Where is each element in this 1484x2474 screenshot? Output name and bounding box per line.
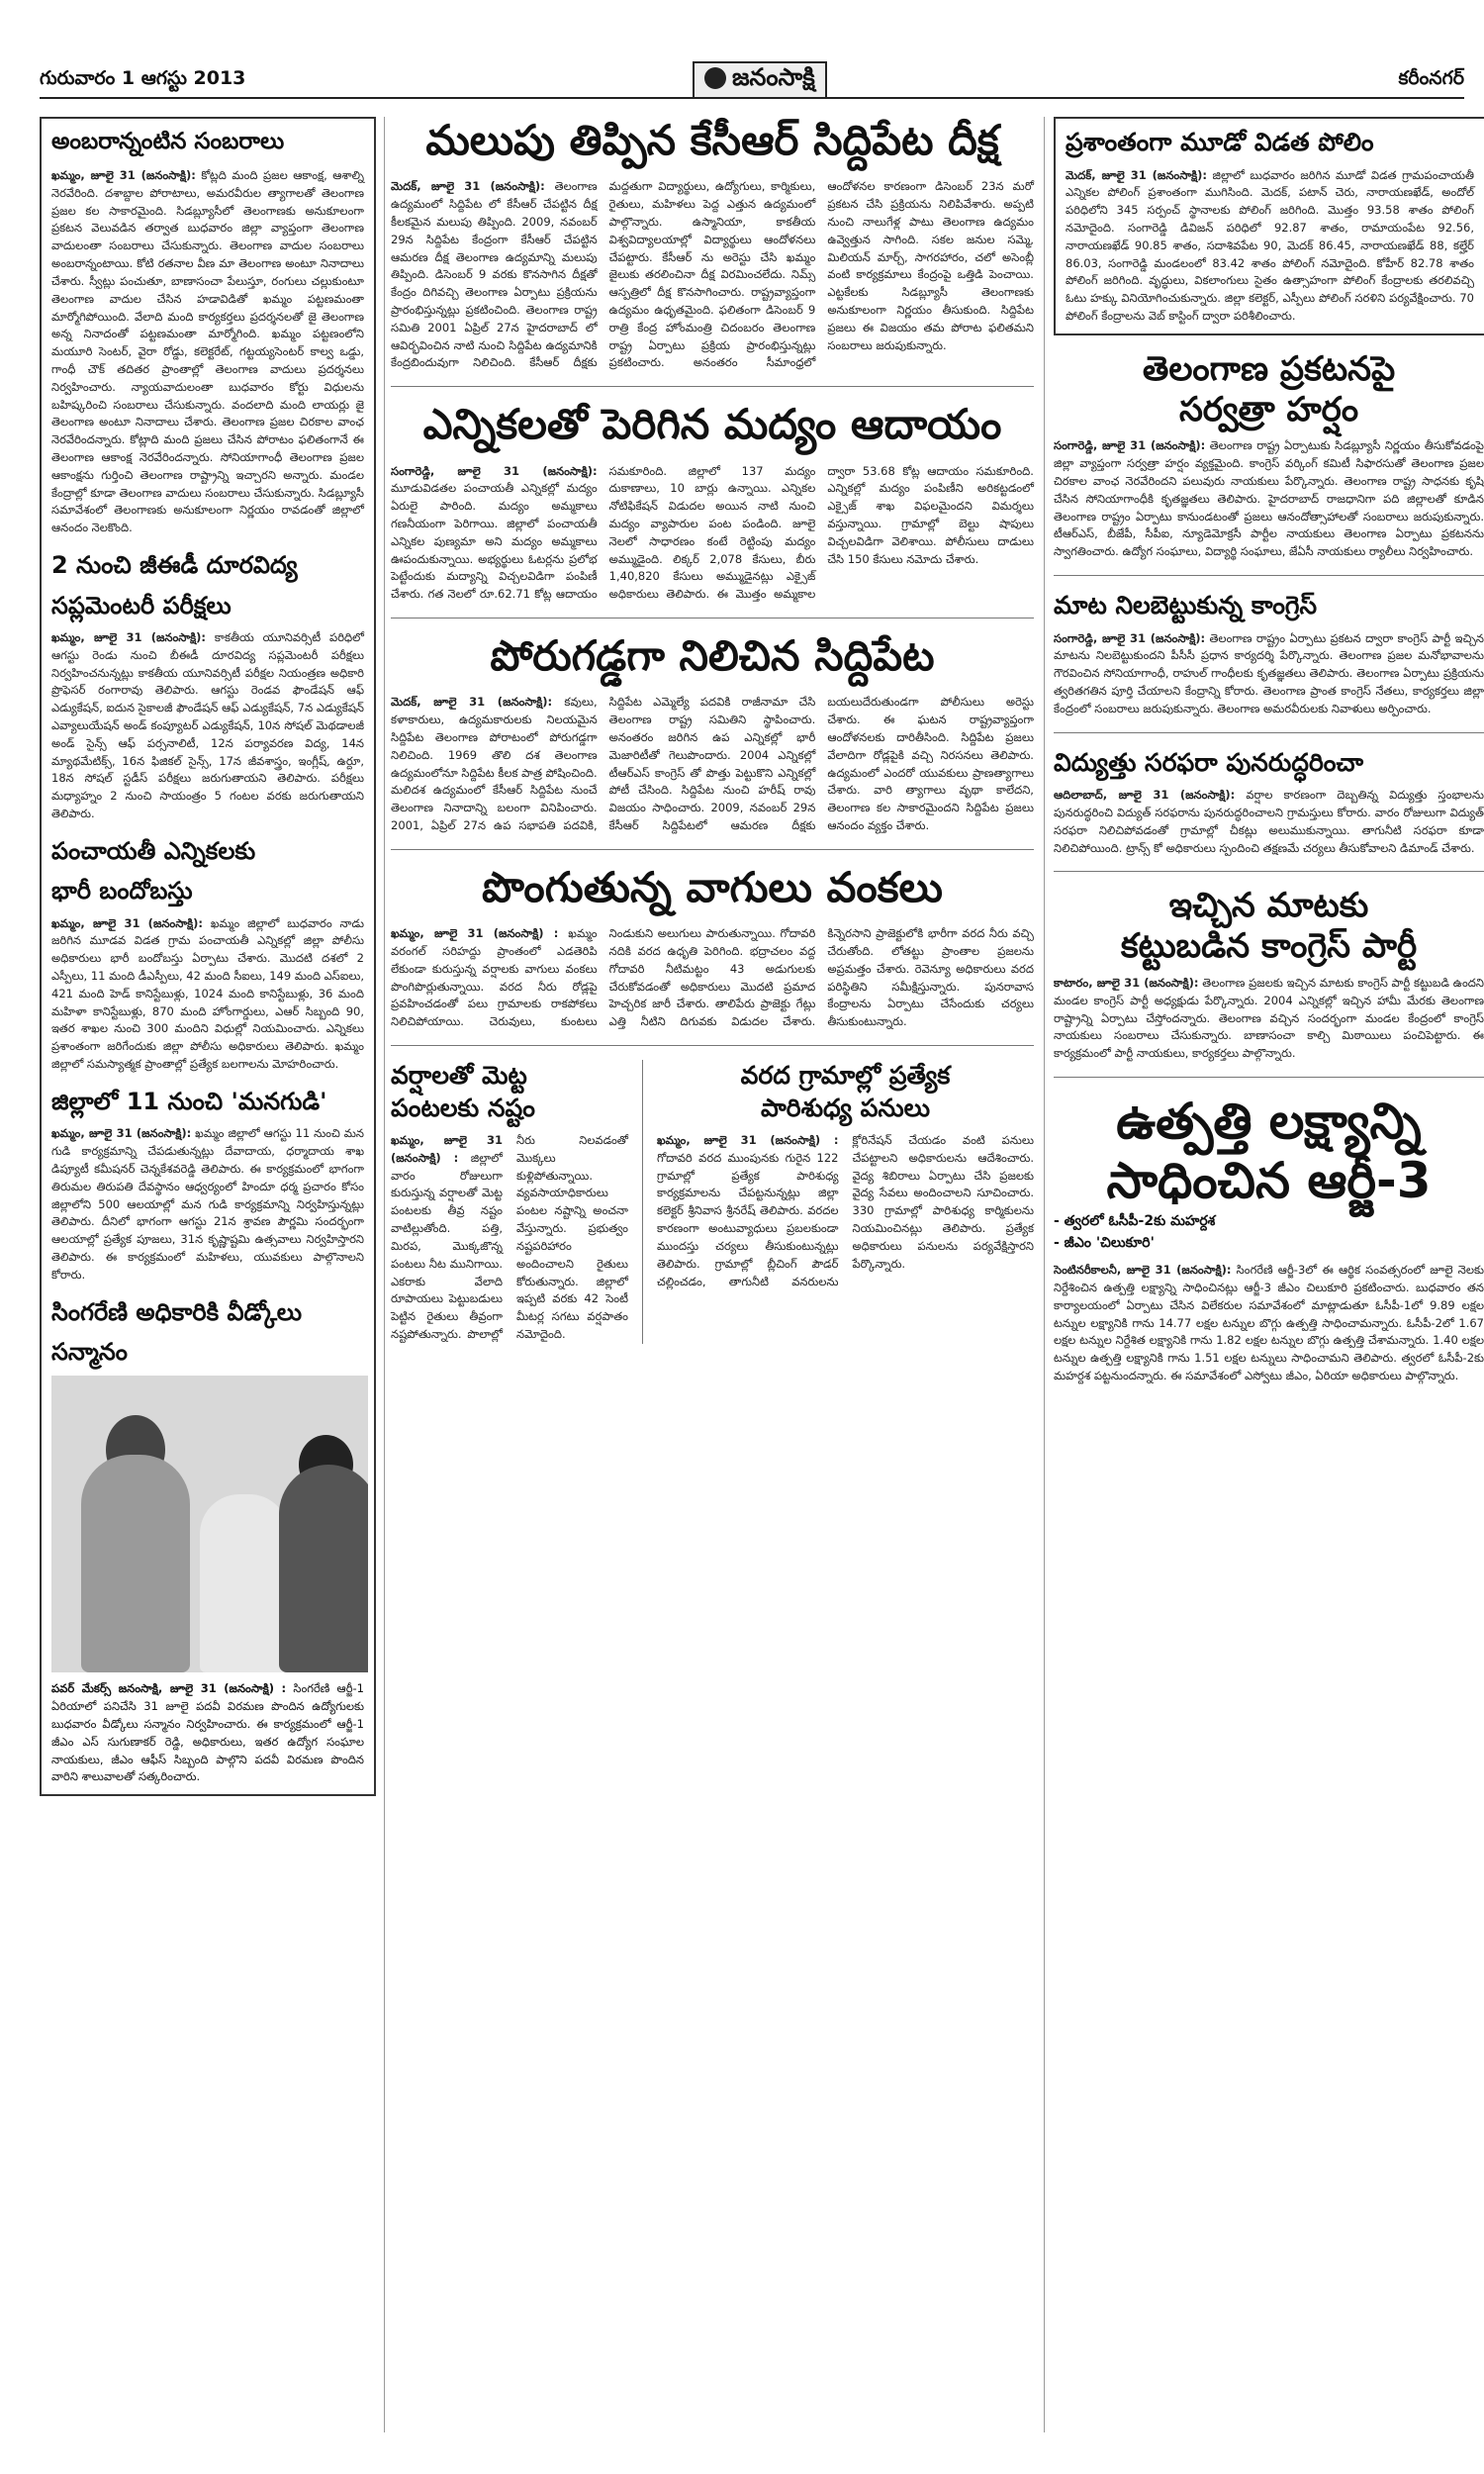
story-headline: సింగరేణి అధికారికి వీడ్కోలు xyxy=(51,1297,303,1326)
story-body: ఖమ్మం, జూలై 31 (జనంసాక్షి) : ఖమ్మం వరంగల్ సరిహద్దు ప్రాంతంలో ఎడతెరిపి లేకుండా కురుస్తున్న వర్షాలకు వాగులు వంకలు పొంగిపొర్లుతున్నాయి. వరద నీరు రోడ్లపై ప్రవహించడంతో పలు గ్రామాలకు రాకపోకలు నిలిచిపోయాయి. చెరువులు, కుంటలు నిండుకుని అలుగులు పారుతున్నాయి. గోదావరి నదికి వరద ఉధృతి పెరిగింది. భద్రాచలం వద్ద గోదావరి నీటిమట్టం 43 అడుగులకు చేరుకోవడంతో అధికారులు మొదటి ప్రమాద హెచ్చరిక జారీ చేశారు. తాలిపేరు ప్రాజెక్టు గేట్లు ఎత్తి నీటిని దిగువకు విడుదల చేశారు. కిన్నెరసాని ప్రాజెక్టులోకి భారీగా వరద నీరు వచ్చి చేరుతోంది. లోతట్టు ప్రాంతాల ప్రజలను అప్రమత్తం చేశారు. రెవెన్యూ అధికారులు వరద పరిస్థితిని సమీక్షిస్తున్నారు. పునరావాస కేంద్రాలను ఏర్పాటు చేసేందుకు చర్యలు తీసుకుంటున్నారు. xyxy=(391,926,1034,1029)
divider xyxy=(1054,871,1484,872)
story-headline-line2: సాధించిన ఆర్జీ-3 xyxy=(1106,1152,1432,1210)
story-headline-line2: కట్టుబడిన కాంగ్రెస్ పార్టీ xyxy=(1120,926,1418,967)
story-headline: 2 నుంచి జీఈడీ దూరవిద్య xyxy=(51,551,298,580)
story-headline: అంబరాన్నంటిన సంబరాలు xyxy=(51,129,285,154)
right-column xyxy=(1054,117,1484,2432)
story-headline: విద్యుత్తు సరఫరా పునరుద్ధరించా xyxy=(1054,747,1364,777)
masthead xyxy=(693,61,827,99)
divider xyxy=(1054,575,1484,576)
story-headline: పోరుగడ్డగా నిలిచిన సిద్దిపేట xyxy=(490,631,935,681)
issue-date: గురువారం 1 ఆగస్టు 2013 xyxy=(40,67,246,89)
masthead-title: జనంసాక్షి xyxy=(732,63,815,91)
story-body: ఖమ్మం, జూలై 31 (జనంసాక్షి): కోట్లది మంది ప్రజల ఆకాంక్ష, ఆశాల్ని నెరవేరింది. దశాబ్దాల పోరాటాలు, అమరవీరుల త్యాగాలతో తెలంగాణ ప్రజల కల సాకారమైంది. సిడబ్ల్యూసీలో తెలంగాణకు అనుకూలంగా ప్రకటన వెలువడిన తర్వాత బుధవారం జిల్లా వ్యాప్తంగా తెలంగాణ వాదులంతా సంబరాలు చేసుకున్నారు. తెలంగాణ వాదుల సంబరాలు అంబరాన్నంటాయి. కోటి రతనాల వీణ మా తెలంగాణ అంటూ నినాదాలు చేశారు. స్వీట్లు పంచుతూ, బాణాసంచా పేలుస్తూ, రంగులు చల్లుకుంటూ తెలంగాణ వాదుల చేసిన హడావిడితో ఖమ్మం పట్టణమంతా మార్మోగిపోయింది. వేలాది మంది కార్యకర్తలు ప్రదర్శనలతో జై తెలంగాణ అన్న నినాదంతో పట్టణమంతా మార్మోగింది. ఖమ్మం పట్టణంలోని మయూరి సెంటర్, వైరా రోడ్డు, కలెక్టరేట్, గట్టయ్యసెంటర్ కాల్వ ఒడ్డు, గాంధీ చౌక్ తదితర ప్రాంతాల్లో తెలంగాణ వాదులు ప్రదర్శనలు నిర్వహించారు. న్యాయవాదులంతా బుధవారం కోర్టు విధులను బహిష్కరించి సంబరాలు చేసుకున్నారు. వందలాది మంది లాయర్లు జై తెలంగాణ అంటూ నినాదాలు చేశారు. తెలంగాణ ప్రజల చిరకాల వాంఛ నెరవేరిందన్నారు. కోట్లాది మంది ప్రజలు చేసిన పోరాటం ఫలితంగానే ఈ తెలంగాణ ఆకాంక్ష నెరవేరిందన్నారు. సోనియాగాంధీ తెలంగాణ ప్రజల ఆకాంక్షను గుర్తించి తెలంగాణ రాష్ట్రాన్ని ఇచ్చారని అన్నారు. మండల కేంద్రాల్లో కూడా తెలంగాణ వాదులు సంబరాలు చేసుకున్నారు. సిడబ్ల్యూసీ సమావేశంలో తెలంగాణకు అనుకూలంగా నిర్ణయం రావడంతో జిల్లాలో ఆనందం నెలకొంది. xyxy=(51,168,364,535)
story-headline-line2: సర్వత్రా హర్షం xyxy=(1178,389,1359,429)
story-headline: పొంగుతున్న వాగులు వంకలు xyxy=(482,862,943,911)
story-headline-line2: పంటలకు నష్టం xyxy=(391,1093,535,1122)
story-body: ఖమ్మం, జూలై 31 (జనంసాక్షి): ఖమ్మం జిల్లాలో ఆగస్టు 11 నుంచి మన గుడి కార్యక్రమాన్ని చేపడుతున్నట్లు దేవాదాయ, ధర్మాదాయ శాఖ డిప్యూటీ కమీషనర్ చెన్నకేశవరెడ్డి తెలిపారు. ఈ కార్యక్రమంలో భాగంగా తిరుమల తిరుపతి దేవస్థానం ఆధ్వర్యంలో హిందూ ధర్మ ప్రచారం కోసం జిల్లాలోని 500 ఆలయాల్లో మన గుడి కార్యక్రమాన్ని నిర్వహిస్తున్నట్లు తెలిపారు. దీనిలో భాగంగా ఆగస్టు 21న శ్రావణ పౌర్ణమి సందర్భంగా ఆలయాల్లో ప్రత్యేక పూజలు, 31న కృష్ణాష్టమి ఉత్సవాలు నిర్వహిస్తారని తెలిపారు. ఈ కార్యక్రమంలో మహిళలు, యువకులు పాల్గొనాలని కోరారు. xyxy=(51,1126,365,1282)
story-body: ఆదిలాబాద్, జూలై 31 (జనంసాక్షి): వర్షాల కారణంగా దెబ్బతిన్న విద్యుత్తు స్తంభాలను పునరుద్ధరించి విద్యుత్ సరఫరాను పునరుద్ధరించాలని గ్రామస్తులు కోరారు. వారం రోజులుగా విద్యుత్ సరఫరా నిలిచిపోవడంతో గ్రామాల్లో చీకట్లు అలుముకున్నాయి. తాగునీటి సరఫరా కూడా నిలిచిపోయింది. ట్రాన్స్ కో అధికారులు స్పందించి తక్షణమే చర్యలు తీసుకోవాలని డిమాండ్ చేశారు. xyxy=(1054,788,1484,855)
masthead-logo-icon xyxy=(704,67,726,89)
story-body: మెదక్, జూలై 31 (జనంసాక్షి): తెలంగాణ ఉద్యమంలో సిద్దిపేట లో కేసీఆర్ చేపట్టిన దీక్ష కీలకమైన మలుపు తిప్పింది. 2009, నవంబర్ 29న సిద్దిపేట కేంద్రంగా కేసీఆర్ చేపట్టిన ఆమరణ దీక్ష తెలంగాణ ఉద్యమాన్ని మలుపు తిప్పింది. డిసెంబర్ 9 వరకు కొనసాగిన దీక్షతో కేంద్రం దిగివచ్చి తెలంగాణ ఏర్పాటు ప్రక్రియను ప్రారంభిస్తున్నట్లు ప్రకటించింది. తెలంగాణ రాష్ట్ర సమితి 2001 ఏప్రిల్ 27న హైదరాబాద్ లో ఆవిర్భవించిన నాటి నుంచి సిద్దిపేట ఉద్యమానికి కేంద్రబిందువుగా నిలిచింది. కేసీఆర్ దీక్షకు మద్దతుగా విద్యార్థులు, ఉద్యోగులు, కార్మికులు, రైతులు, మహిళలు పెద్ద ఎత్తున ఉద్యమంలో పాల్గొన్నారు. ఉస్మానియా, కాకతీయ విశ్వవిద్యాలయాల్లో విద్యార్థులు ఆందోళనలు చేపట్టారు. కేసీఆర్ ను అరెస్టు చేసి ఖమ్మం జైలుకు తరలించినా దీక్ష విరమించలేదు. నిమ్స్ ఆస్పత్రిలో దీక్ష కొనసాగించారు. రాష్ట్రవ్యాప్తంగా ఉద్యమం ఉధృతమైంది. ఫలితంగా డిసెంబర్ 9 రాత్రి కేంద్ర హోంమంత్రి చిదంబరం తెలంగాణ రాష్ట్ర ఏర్పాటు ప్రక్రియ ప్రారంభిస్తున్నట్లు ప్రకటించారు. అనంతరం సీమాంధ్రలో ఆందోళనల కారణంగా డిసెంబర్ 23న మరో ప్రకటన చేసి ప్రక్రియను నిలిపివేశారు. అప్పటి నుంచి నాలుగేళ్ల పాటు తెలంగాణ ఉద్యమం ఉవ్వెత్తున సాగింది. సకల జనుల సమ్మె, మిలియన్ మార్చ్, సాగరహారం, చలో అసెంబ్లీ వంటి కార్యక్రమాలు కేంద్రంపై ఒత్తిడి పెంచాయి. ఎట్టకేలకు సిడబ్ల్యూసీ తెలంగాణకు అనుకూలంగా నిర్ణయం తీసుకుంది. సిద్దిపేట ప్రజలు ఈ విజయం తమ పోరాట ఫలితమని సంబరాలు జరుపుకున్నారు. xyxy=(391,179,1034,370)
story-box-polling xyxy=(1054,117,1484,335)
story-body: సంగారెడ్డి, జూలై 31 (జనంసాక్షి): మూడువిడతల పంచాయతీ ఎన్నికల్లో మద్యం ఏరులై పారింది. మద్యం అమ్మకాలు గణనీయంగా పెరిగాయి. జిల్లాలో పంచాయతీ ఎన్నికల పుణ్యమా అని మద్యం అమ్మకాలు ఊపందుకున్నాయి. అభ్యర్థులు ఓటర్లను ప్రలోభ పెట్టేందుకు మద్యాన్ని విచ్చలవిడిగా పంపిణీ చేశారు. గత నెలలో రూ.62.71 కోట్ల ఆదాయం సమకూరింది. జిల్లాలో 137 మద్యం దుకాణాలు, 10 బార్లు ఉన్నాయి. ఎన్నికల నోటిఫికేషన్ విడుదల అయిన నాటి నుంచి మద్యం వ్యాపారుల పంట పండింది. జూలై నెలలో సాధారణం కంటే రెట్టింపు మద్యం అమ్ముడైంది. లిక్కర్ 2,078 కేసులు, బీరు 1,40,820 కేసులు అమ్ముడైనట్లు ఎక్సైజ్ అధికారులు తెలిపారు. ఈ మొత్తం అమ్మకాల ద్వారా 53.68 కోట్ల ఆదాయం సమకూరింది. ఎన్నికల్లో మద్యం పంపిణీని అరికట్టడంలో ఎక్సైజ్ శాఖ విఫలమైందని విమర్శలు వస్తున్నాయి. గ్రామాల్లో బెల్టు షాపులు విచ్చలవిడిగా వెలిశాయి. పోలీసులు దాడులు చేసి 150 కేసులు నమోదు చేశారు. xyxy=(391,463,1034,602)
edition-name: కరీంనగర్ xyxy=(1398,67,1464,89)
story-headline: ఎన్నికలతో పెరిగిన మద్యం ఆదాయం xyxy=(422,400,1002,449)
story-headline-line2: పారిశుధ్య పనులు xyxy=(761,1093,930,1122)
story-headline: పంచాయతీ ఎన్నికలకు xyxy=(51,836,256,865)
story-body: ఖమ్మం, జూలై 31 (జనంసాక్షి): కాకతీయ యూనివర్సిటీ పరిధిలో ఆగస్టు రెండు నుంచి బీఈడీ దూరవిద్య సప్లమెంటరీ పరీక్షలు నిర్వహించనున్నట్లు కాకతీయ యూనివర్సిటీ పరీక్షల నియంత్రణ అధికారి ప్రొఫెసర్ రంగారావు తెలిపారు. ఆగస్టు రెండవ ఫౌండేషన్ ఆఫ్ ఎడ్యుకేషన్, ఐదున సైకాలజీ ఫౌండేషన్ ఆఫ్ ఎడ్యుకేషన్, 7న ఎడ్యుకేషన్ ఎవ్యాలుయేషన్ అండ్ కంప్యూటర్ ఎడ్యుకేషన్, 10న సోషల్ మెథడాలజీ అండ్ సైన్స్ ఆఫ్ పర్సనాలిటీ, 12న పర్యావరణ విద్య, 14న మ్యాథమేటిక్స్, 16న ఫిజికల్ సైన్స్, 17న జీవశాస్త్రం, ఇంగ్లీష్, ఉర్దూ, 18న సోషల్ స్టడీస్ పరీక్షలు జరుగుతాయని తెలిపారు. పరీక్షలు మధ్యాహ్నం 2 నుంచి సాయంత్రం 5 గంటల వరకు జరుగుతాయని తెలిపారు. xyxy=(51,629,364,821)
story-crop-loss xyxy=(391,1060,628,1344)
column-divider xyxy=(642,1060,643,1344)
column-divider xyxy=(384,117,385,2432)
story-headline: జిల్లాలో 11 నుంచి 'మనగుడి' xyxy=(51,1087,327,1115)
story-headline-line2: సప్లమెంటరీ పరీక్షలు xyxy=(51,591,232,619)
story-headline: ఉత్పత్తి లక్ష్యాన్ని xyxy=(1116,1093,1422,1151)
story-headline-line2: భారీ బందోబస్తు xyxy=(51,877,193,905)
divider xyxy=(391,386,1034,387)
story-headline-main: మలుపు తిప్పిన కేసీఆర్ సిద్దిపేట దీక్ష xyxy=(425,116,999,164)
story-box-celebrations xyxy=(40,117,376,1796)
divider xyxy=(1054,732,1484,733)
story-body: ఖమ్మం, జూలై 31 (జనంసాక్షి): ఖమ్మం జిల్లాలో బుధవారం నాడు జరిగిన మూడవ విడత గ్రామ పంచాయతీ ఎన్నికల్లో జిల్లా పోలీసు అధికారులు భారీ బందోబస్తు ఏర్పాటు చేశారు. మొదటి దశలో 2 ఎస్పీలు, 11 మంది డీఎస్పీలు, 42 మంది సీఐలు, 149 మంది ఎస్ఐలు, 421 మంది హెడ్ కానిస్టేబుళ్లు, 1024 మంది కానిస్టేబుళ్లు, 36 మంది మహిళా కానిస్టేబుళ్లు, 870 మంది హోంగార్డులు, ఎఆర్ సిబ్బంది 90, ఇతర శాఖల నుంచి 300 మందిని విధుల్లో నియమించారు. ఎన్నికలు ప్రశాంతంగా జరిగేందుకు జిల్లా పోలీసు అధికారులు తెలిపారు. ఖమ్మం జిల్లాలో సమస్యాత్మక ప్రాంతాల్లో ప్రత్యేక బలగాలను మోహరించారు. xyxy=(51,915,364,1072)
story-subheadline: - జీఎం 'చిలుకూరి' xyxy=(1054,1235,1155,1252)
story-body: కాటారం, జూలై 31 (జనంసాక్షి): తెలంగాణ ప్రజలకు ఇచ్చిన మాటకు కాంగ్రెస్ పార్టీ కట్టుబడి ఉందని మండల కాంగ్రెస్ పార్టీ అధ్యక్షుడు పేర్కొన్నారు. 2004 ఎన్నికల్లో ఇచ్చిన హామీ మేరకు తెలంగాణ రాష్ట్రాన్ని ఏర్పాటు చేస్తోందన్నారు. తెలంగాణ వచ్చిన సందర్భంగా మండల కేంద్రంలో కాంగ్రెస్ నాయకులు సంబరాలు చేసుకున్నారు. బాణాసంచా కాల్చి మిఠాయిలు పంచిపెట్టారు. ఈ కార్యక్రమంలో పార్టీ నాయకులు, కార్యకర్తలు పాల్గొన్నారు. xyxy=(1054,976,1484,1061)
photo-caption: పవర్ మేకర్స్ జనంసాక్షి, జూలై 31 (జనంసాక్షి) : సింగరేణి ఆర్జీ-1 ఏరియాలో పనిచేసి 31 జూలై పదవీ విరమణ పొందిన ఉద్యోగులకు బుధవారం వీడ్కోలు సన్మానం నిర్వహించారు. ఈ కార్యక్రమంలో ఆర్జీ-1 జీఎం ఎస్ సుగుణాకర్ రెడ్డి, అధికారులు, ఇతర ఉద్యోగ సంఘాల నాయకులు, జీఎం ఆఫీస్ సిబ్బంది పాల్గొని పదవీ విరమణ పొందిన వారిని శాలువాలతో సత్కరించారు. xyxy=(51,1681,365,1784)
middle-column xyxy=(391,117,1034,2432)
story-headline: వరద గ్రామాల్లో ప్రత్యేక xyxy=(740,1061,951,1090)
story-flood-sanitation xyxy=(657,1060,1034,1344)
divider xyxy=(391,1045,1034,1046)
divider xyxy=(391,849,1034,850)
story-headline: వర్షాలతో మెట్ట xyxy=(391,1061,527,1090)
divider xyxy=(1054,1077,1484,1078)
story-body: ఖమ్మం, జూలై 31 (జనంసాక్షి) : గోదావరి వరద ముంపునకు గురైన 122 గ్రామాల్లో ప్రత్యేక పారిశుధ్య కార్యక్రమాలను చేపట్టనున్నట్లు జిల్లా కలెక్టర్ శ్రీనివాస శ్రీనరేష్ తెలిపారు. వరదల కారణంగా అంటువ్యాధులు ప్రబలకుండా ముందస్తు చర్యలు తీసుకుంటున్నట్లు తెలిపారు. గ్రామాల్లో బ్లీచింగ్ పౌడర్ చల్లించడం, తాగునీటి వనరులను క్లోరినేషన్ చేయడం వంటి పనులు చేపట్టాలని అధికారులను ఆదేశించారు. వైద్య శిబిరాలు ఏర్పాటు చేసి ప్రజలకు వైద్య సేవలు అందించాలని సూచించారు. 330 గ్రామాల్లో పారిశుధ్య కార్మికులను నియమించినట్లు తెలిపారు. ప్రత్యేక అధికారులు పనులను పర్యవేక్షిస్తారని పేర్కొన్నారు. xyxy=(657,1133,1034,1288)
story-body: మెదక్, జూలై 31 (జనంసాక్షి): కవులు, కళాకారులు, ఉద్యమకారులకు నిలయమైన సిద్దిపేట తెలంగాణ పోరాటంలో పోరుగడ్డగా నిలిచింది. 1969 తొలి దశ తెలంగాణ ఉద్యమంలోనూ సిద్దిపేట కీలక పాత్ర పోషించింది. మలిదశ ఉద్యమంలో కేసీఆర్ సిద్దిపేట నుంచే తెలంగాణ నినాదాన్ని బలంగా వినిపించారు. 2001, ఏప్రిల్ 27న ఉప సభాపతి పదవికి, సిద్దిపేట ఎమ్మెల్యే పదవికి రాజీనామా చేసి తెలంగాణ రాష్ట్ర సమితిని స్థాపించారు. అనంతరం జరిగిన ఉప ఎన్నికల్లో భారీ మెజారిటీతో గెలుపొందారు. 2004 ఎన్నికల్లో టీఆర్ఎస్ కాంగ్రెస్ తో పొత్తు పెట్టుకొని ఎన్నికల్లో పోటీ చేసింది. సిద్దిపేట నుంచి హరీష్ రావు విజయం సాధించారు. 2009, నవంబర్ 29న కేసీఆర్ సిద్దిపేటలో ఆమరణ దీక్షకు బయలుదేరుతుండగా పోలీసులు అరెస్టు చేశారు. ఈ ఘటన రాష్ట్రవ్యాప్తంగా ఆందోళనలకు దారితీసింది. సిద్దిపేట ప్రజలు వేలాదిగా రోడ్లపైకి వచ్చి నిరసనలు తెలిపారు. ఉద్యమంలో ఎందరో యువకులు ప్రాణత్యాగాలు చేశారు. వారి త్యాగాలు వృథా కాలేదని, తెలంగాణ కల సాకారమైందని సిద్దిపేట ప్రజలు ఆనందం వ్యక్తం చేశారు. xyxy=(391,695,1034,833)
story-headline-line2: సన్మానం xyxy=(51,1338,128,1367)
story-body: సంగారెడ్డి, జూలై 31 (జనంసాక్షి): తెలంగాణ రాష్ట్ర ఏర్పాటుకు సిడబ్ల్యూసీ నిర్ణయం తీసుకోవడంపై జిల్లా వ్యాప్తంగా సర్వత్రా హర్షం వ్యక్తమైంది. కాంగ్రెస్ వర్కింగ్ కమిటీ సిఫారసుతో తెలంగాణ ప్రజల చిరకాల వాంఛ నెరవేరిందని పలువురు నాయకులు పేర్కొన్నారు. తెలంగాణ రాష్ట్ర సాధనకు కృషి చేసిన సోనియాగాంధీకి కృతజ్ఞతలు తెలిపారు. హైదరాబాద్ రాజధానిగా పది జిల్లాలతో కూడిన తెలంగాణ రాష్ట్రం ఏర్పాటు కానుండటంతో ప్రజలు ఆనందోత్సాహాలతో సంబరాలు జరుపుకున్నారు. టీఆర్ఎస్, బీజేపీ, సీపీఐ, న్యూడెమోక్రసీ పార్టీల నాయకులు తెలంగాణ ఏర్పాటు ప్రకటనను స్వాగతించారు. ఉద్యోగ సంఘాలు, విద్యార్థి సంఘాలు, జేఏసీ నాయకులు ర్యాలీలు నిర్వహించారు. xyxy=(1054,438,1484,559)
column-divider xyxy=(1044,117,1045,2432)
page-header xyxy=(40,59,1464,99)
story-body: సెంటినరీకాలనీ, జూలై 31 (జనంసాక్షి): సింగరేణి ఆర్జీ-3లో ఈ ఆర్థిక సంవత్సరంలో జూలై నెలకు నిర్దేశించిన ఉత్పత్తి లక్ష్యాన్ని సాధించినట్లు ఆర్జీ-3 జీఎం చిలుకూరి ప్రకటించారు. బుధవారం తన కార్యాలయంలో ఏర్పాటు చేసిన విలేకరుల సమావేశంలో మాట్లాడుతూ ఓసీపీ-1లో 9.89 లక్షల టన్నుల లక్ష్యానికి గాను 14.77 లక్షల టన్నుల బొగ్గు ఉత్పత్తి సాధించామన్నారు. ఓసీపీ-2లో 1.67 లక్షల టన్నుల నిర్దేశిత లక్ష్యానికి గాను 1.82 లక్షల టన్నుల బొగ్గు ఉత్పత్తి చేశామన్నారు. 1.40 లక్షల టన్నుల ఉత్పత్తి లక్ష్యానికి గాను 1.51 లక్షల టన్నులు సాధించామని తెలిపారు. త్వరలో ఓసీపీ-2కు మహర్దశ పట్టనుందన్నారు. ఈ సమావేశంలో ఎస్వోటు జీఎం, ఏరియా అధికారులు పాల్గొన్నారు. xyxy=(1054,1263,1484,1382)
story-body: సంగారెడ్డి, జూలై 31 (జనంసాక్షి): తెలంగాణ రాష్ట్రం ఏర్పాటు ప్రకటన ద్వారా కాంగ్రెస్ పార్టీ ఇచ్చిన మాటను నిలబెట్టుకుందని పీసీసీ ప్రధాన కార్యదర్శి పేర్కొన్నారు. తెలంగాణ ప్రజల మనోభావాలను గౌరవించిన సోనియాగాంధీ, రాహుల్ గాంధీలకు కృతజ్ఞతలు తెలిపారు. తెలంగాణ ఏర్పాటు ప్రక్రియను త్వరితగతిన పూర్తి చేయాలని కేంద్రాన్ని కోరారు. తెలంగాణ ప్రాంత కాంగ్రెస్ నేతలు, కార్యకర్తలు జిల్లా కేంద్రంలో సంబరాలు జరుపుకున్నారు. తెలంగాణ అమరవీరులకు నివాళులు అర్పించారు. xyxy=(1054,630,1484,715)
story-headline: తెలంగాణ ప్రకటనపై xyxy=(1142,348,1396,389)
story-headline: ఇచ్చిన మాటకు xyxy=(1168,886,1369,926)
story-body: ఖమ్మం, జూలై 31 (జనంసాక్షి) : జిల్లాలో వారం రోజులుగా కురుస్తున్న వర్షాలతో మెట్ట పంటలకు తీవ్ర నష్టం వాటిల్లుతోంది. పత్తి, మిరప, మొక్కజొన్న పంటలు నీట మునిగాయి. ఎకరాకు వేలాది రూపాయలు పెట్టుబడులు పెట్టిన రైతులు తీవ్రంగా నష్టపోతున్నారు. పొలాల్లో నీరు నిలవడంతో మొక్కలు కుళ్లిపోతున్నాయి. వ్యవసాయాధికారులు పంటల నష్టాన్ని అంచనా వేస్తున్నారు. ప్రభుత్వం నష్టపరిహారం అందించాలని రైతులు కోరుతున్నారు. జిల్లాలో ఇప్పటి వరకు 42 సెంటీ మీటర్ల సగటు వర్షపాతం నమోదైంది. xyxy=(391,1133,628,1341)
story-subheadline: - త్వరలో ఓసీపీ-2కు మహర్దశ xyxy=(1054,1213,1216,1230)
story-headline: ప్రశాంతంగా మూడో విడత పోలిం xyxy=(1066,128,1374,156)
story-headline: మాట నిలబెట్టుకున్న కాంగ్రెస్ xyxy=(1054,591,1318,620)
bottom-stories-row xyxy=(391,1060,1034,1344)
left-column xyxy=(40,117,376,2432)
story-body: మెదక్, జూలై 31 (జనంసాక్షి): జిల్లాలో బుధవారం జరిగిన మూడో విడత గ్రామపంచాయతీ ఎన్నికల పోలింగ్ ప్రశాంతంగా ముగిసింది. మెదక్, పటాన్ చెరు, నారాయణఖేడ్, అందోల్ పరిధిలోని 345 సర్పంచ్ స్థానాలకు పోలింగ్ జరిగింది. మొత్తం 93.58 శాతం పోలింగ్ నమోదైంది. సంగారెడ్డి డివిజన్ పరిధిలో 92.87 శాతం, రామాయంపేట 92.56, నారాయణఖేడ్ 90.85 శాతం, సదాశివపేట 90, మెదక్ 86.45, నారాయణఖేడ్ 88, కల్హేర్ 86.03, సంగారెడ్డి మండలంలో 83.42 శాతం పోలింగ్ నమోదైంది. కోహీర్ 82.78 శాతం పోలింగ్ జరిగింది. వృద్ధులు, వికలాంగులు సైతం ఉత్సాహంగా పోలింగ్ కేంద్రాలకు తరలివచ్చి ఓటు హక్కు వినియోగించుకున్నారు. జిల్లా కలెక్టర్, ఎస్పీలు పోలింగ్ సరళిని పర్యవేక్షించారు. 70 పోలింగ్ కేంద్రాలను వెబ్ కాస్టింగ్ ద్వారా పరిశీలించారు. xyxy=(1066,167,1474,323)
news-photo xyxy=(51,1376,368,1672)
